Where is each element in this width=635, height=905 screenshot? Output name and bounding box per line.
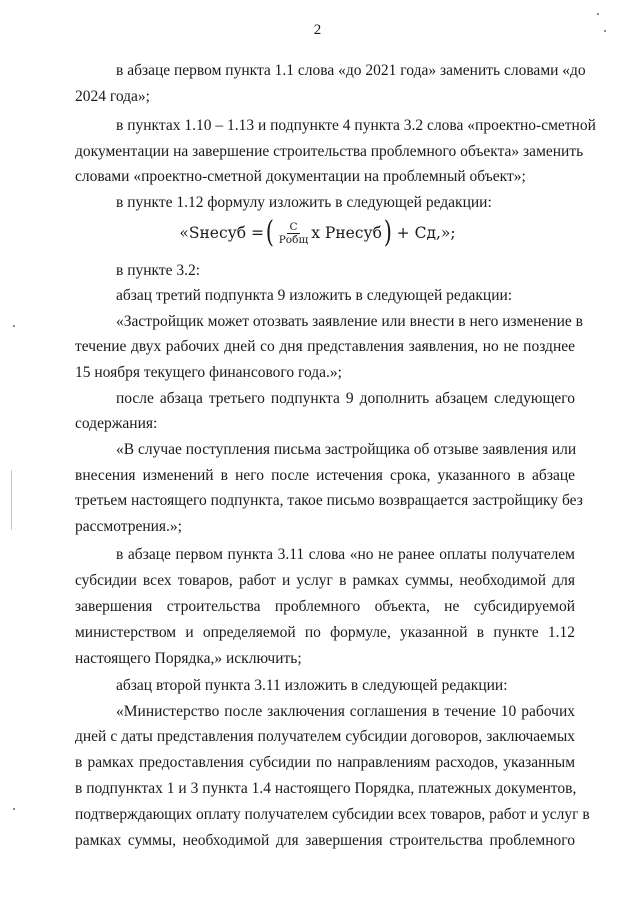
text-line: словами «проектно-сметной документации на проблемный объект»; [75, 168, 526, 185]
formula-rhs: + Сд,»; [396, 224, 456, 242]
text-line: 15 ноября текущего финансового года.»; [75, 364, 342, 381]
formula-open-paren: ( [265, 215, 274, 250]
text-line: «Министерство после заключения соглашения в течение 10 рабочих [116, 703, 575, 720]
text-line: субсидии всех товаров, работ и услуг в рамках суммы, необходимой для [75, 572, 575, 589]
text-line: в абзаце первом пункта 3.11 слова «но не ранее оплаты получателем [116, 546, 575, 563]
text-line: в подпунктах 1 и 3 пункта 1.4 настоящего Порядка, платежных документов, [75, 780, 577, 797]
text-line: в абзаце первом пункта 1.1 слова «до 2021 года» заменить словами «до [116, 62, 586, 79]
text-line: дней с даты представления получателем субсидии договоров, заключаемых [75, 728, 575, 745]
text-line: внесения изменений в него после истечения срока, указанного в абзаце [75, 467, 575, 484]
scan-edge-line [11, 470, 12, 530]
text-line: «Застройщик может отозвать заявление или внести в него изменение в [116, 313, 583, 330]
scan-speck [13, 808, 15, 810]
text-line: в рамках предоставления субсидии по направлениям расходов, указанным [75, 754, 575, 771]
formula-numerator: С [289, 220, 298, 233]
formula [0, 215, 635, 250]
text-line: в пункте 1.12 формулу изложить в следующей редакции: [116, 194, 492, 211]
text-line: третьем настоящего подпункта, такое письмо возвращается застройщику без [75, 492, 583, 509]
page-number: 2 [313, 22, 322, 38]
text-line: рассмотрения.»; [75, 518, 182, 535]
text-line: абзац второй пункта 3.11 изложить в следующей редакции: [116, 677, 508, 694]
scan-speck [597, 13, 599, 15]
text-line: документации на завершение строительства проблемного объекта» заменить [75, 143, 584, 160]
text-line: завершения строительства проблемного объекта, не субсидируемой [75, 598, 575, 615]
text-line: содержания: [75, 415, 158, 432]
text-line: «В случае поступления письма застройщика об отзыве заявления или [116, 441, 577, 458]
text-line: абзац третий подпункта 9 изложить в следующей редакции: [116, 287, 513, 304]
formula-mid: x Pнесуб [311, 224, 382, 242]
text-line: подтверждающих оплату получателем субсидии всех товаров, работ и услуг в [75, 806, 590, 823]
text-line: министерством и определяемой по формуле, указанной в пункте 1.12 [75, 624, 575, 641]
text-line: настоящего Порядка,» исключить; [75, 650, 302, 667]
text-line: после абзаца третьего подпункта 9 дополнить абзацем следующего [116, 390, 575, 407]
formula-denominator: Pобщ [278, 233, 309, 246]
text-line: рамках суммы, необходимой для завершения строительства проблемного [75, 832, 575, 849]
scan-speck [13, 325, 15, 327]
text-line: течение двух рабочих дней со дня представления заявления, но не позднее [75, 338, 575, 355]
text-line: в пункте 3.2: [116, 262, 201, 279]
text-line: в пунктах 1.10 – 1.13 и подпункте 4 пункта 3.2 слова «проектно-сметной [116, 117, 596, 134]
scan-speck [604, 30, 606, 32]
formula-fraction [278, 221, 309, 246]
formula-lhs: «Sнесуб = [179, 224, 265, 242]
formula-close-paren: ) [383, 215, 392, 250]
text-line: 2024 года»; [75, 88, 150, 105]
